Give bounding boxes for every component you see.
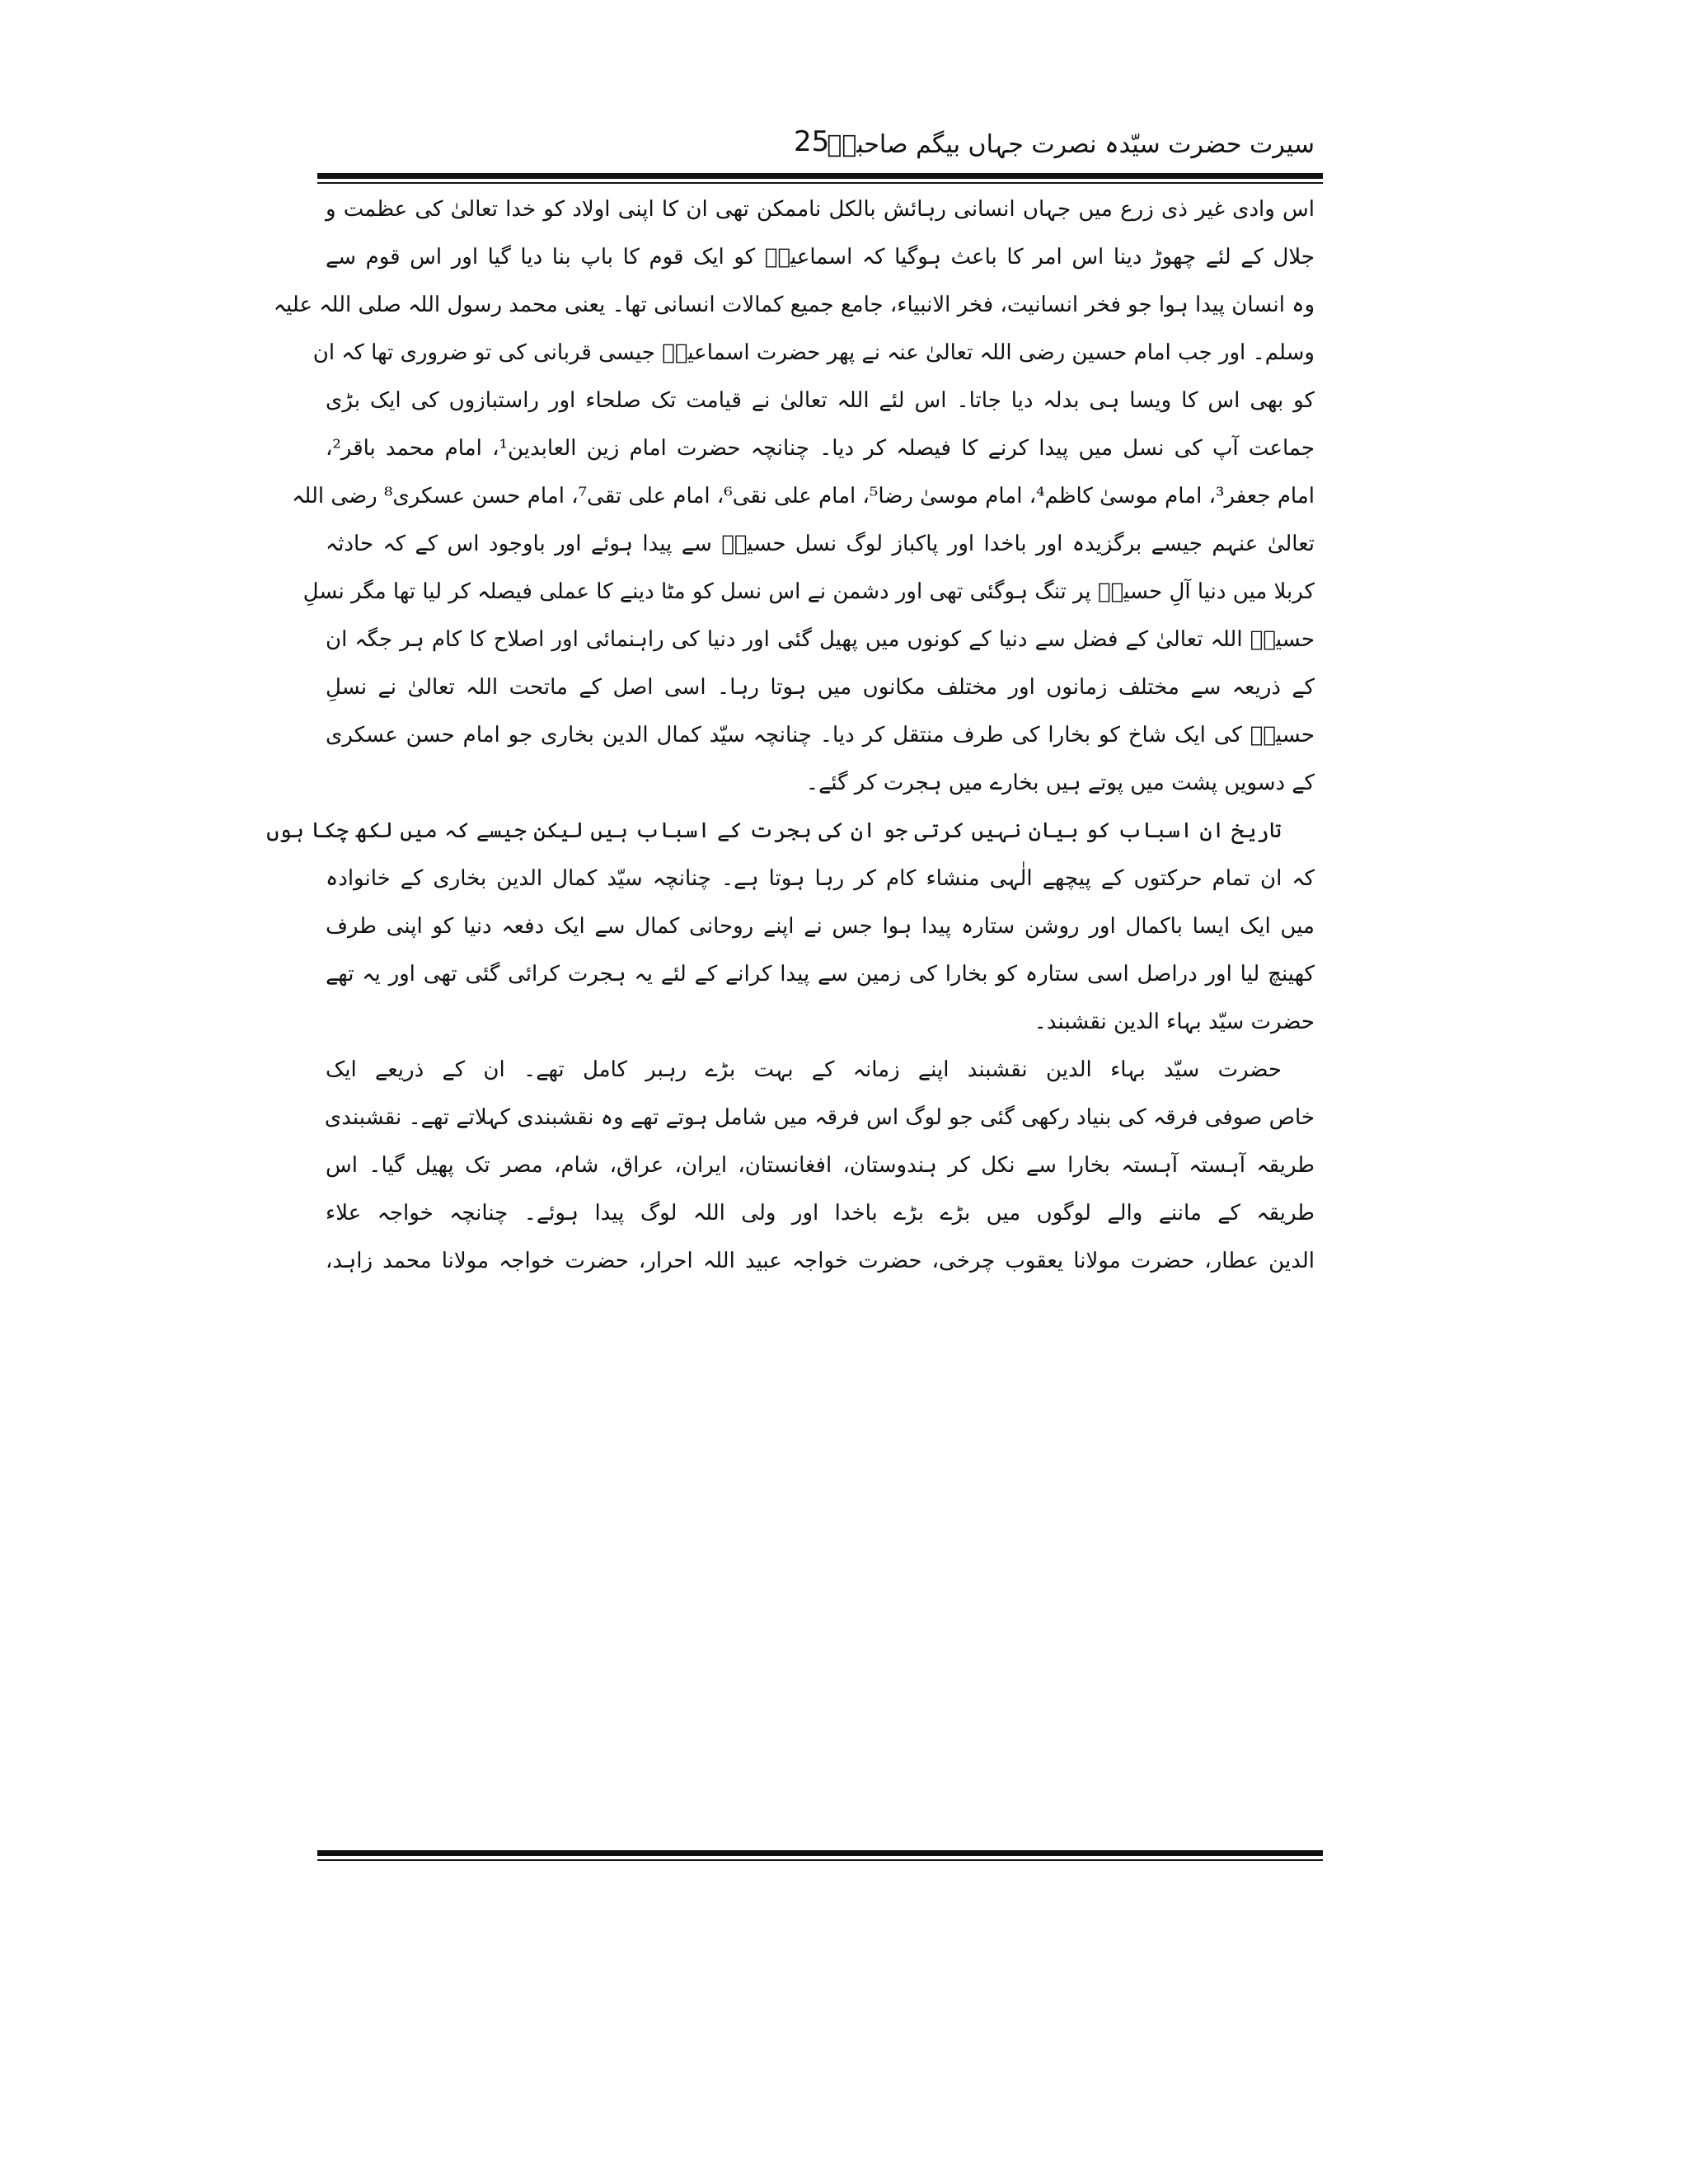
text-line: حسینؓ کی ایک شاخ کو بخارا کی طرف منتقل کر دیا۔ چنانچہ سیّد کمال الدین بخاری جو امام حسن عسکری — [326, 723, 1315, 748]
text-line: جلال کے لئے چھوڑ دینا اس امر کا باعث ہوگیا کہ اسماعیلؑ کو ایک قوم کا باپ بنا دیا گیا اور اس قوم سے — [326, 245, 1315, 269]
footer-rule-thick — [317, 1850, 1323, 1856]
text-line: جماعت آپ کی نسل میں پیدا کرنے کا فیصلہ کر دیا۔ چنانچہ حضرت امام زین العابدین¹، امام محمد باقر²، — [326, 436, 1315, 461]
header-rule-thin — [317, 182, 1323, 184]
text-line: اس وادی غیر ذی زرع میں جہاں انسانی رہائش بالکل ناممکن تھی ان کا اپنی اولاد کو خدا تعالیٰ کی عظمت و — [326, 197, 1315, 222]
text-line: تاریخ ان اسباب کو بیان نہیں کرتی جو ان کی ہجرت کے اسباب ہیں لیکن جیسے کہ میں لکھ چکا ہوں — [266, 818, 1282, 843]
header-rule — [317, 173, 1323, 184]
footer-rule-thin — [317, 1859, 1323, 1861]
text-line: میں ایک ایسا باکمال اور روشن ستارہ پیدا ہوا جس نے اپنے روحانی کمال سے ایک دفعہ دنیا کو اپنی طرف — [326, 914, 1315, 939]
text-line: کہ ان تمام حرکتوں کے پیچھے الٰہی منشاء کام کر رہا ہوتا ہے۔ چنانچہ سیّد کمال الدین بخاری کے خانوادہ — [326, 866, 1315, 891]
body-text — [266, 196, 1315, 1296]
text-line: وہ انسان پیدا ہوا جو فخر انسانیت، فخر الانبیاء، جامع جمیع کمالات انسانی تھا۔ یعنی محمد رسول اللہ صلی اللہ علیہ — [273, 293, 1315, 317]
page-header — [317, 124, 1323, 173]
text-line: وسلم۔ اور جب امام حسین رضی اللہ تعالیٰ عنہ نے پھر حضرت اسماعیلؑ جیسی قربانی کی تو ضروری تھا کہ ان — [312, 340, 1315, 365]
text-line: حضرت سیّد بہاء الدین نقشبند اپنے زمانہ کے بہت بڑے رہبر کامل تھے۔ ان کے ذریعے ایک — [326, 1057, 1282, 1082]
text-line: کھینچ لیا اور دراصل اسی ستارہ کو بخارا کی زمین سے پیدا کرانے کے لئے یہ ہجرت کرائی گئی تھی اور یہ تھے — [326, 962, 1315, 987]
text-line: خاص صوفی فرقہ کی بنیاد رکھی گئی جو لوگ اس فرقہ میں شامل ہوتے تھے وہ نقشبندی کہلاتے تھے۔ نقشبندی — [324, 1105, 1315, 1130]
text-line: کے دسویں پشت میں پوتے ہیں بخارے میں ہجرت کر گئے۔ — [805, 771, 1315, 795]
text-line: کو بھی اس کا ویسا ہی بدلہ دیا جاتا۔ اس لئے اللہ تعالیٰ نے قیامت تک صلحاء اور راستبازوں کی ایک بڑی — [326, 388, 1315, 413]
text-line: امام جعفر³، امام موسیٰ کاظم⁴، امام موسیٰ رضا⁵، امام علی نقی⁶، امام علی تقی⁷، امام حسن عسکری⁸ رضی اللہ — [292, 484, 1315, 509]
text-line: کربلا میں دنیا آلِ حسینؓ پر تنگ ہوگئی تھی اور دشمن نے اس نسل کو مٹا دینے کا عملی فیصلہ کر لیا تھا مگر نسلِ — [302, 579, 1315, 604]
text-line: حسینؓ اللہ تعالیٰ کے فضل سے دنیا کے کونوں میں پھیل گئی اور دنیا کی راہنمائی اور اصلاح کا کام ہر جگہ ان — [326, 627, 1315, 652]
book-title: سیرت حضرت سیّدہ نصرت جہاں بیگم صاحبہؓ — [827, 130, 1315, 159]
header-rule-thick — [317, 173, 1323, 179]
footer-rule — [317, 1850, 1323, 1861]
text-line: حضرت سیّد بہاء الدین نقشبند۔ — [1034, 1010, 1315, 1034]
text-line: تعالیٰ عنہم جیسے برگزیدہ اور باخدا اور پاکباز لوگ نسل حسینؓ سے پیدا ہوئے اور باوجود اس کے کہ حادثہ — [326, 532, 1315, 556]
text-line: کے ذریعہ سے مختلف زمانوں اور مختلف مکانوں میں ہوتا رہا۔ اسی اصل کے ماتحت اللہ تعالیٰ نے نسلِ — [326, 675, 1315, 700]
text-line: الدین عطار، حضرت مولانا یعقوب چرخی، حضرت خواجہ عبید اللہ احرار، حضرت خواجہ مولانا محمد زاہد، — [326, 1249, 1315, 1273]
text-line: طریقہ آہستہ آہستہ بخارا سے نکل کر ہندوستان، افغانستان، ایران، عراق، شام، مصر تک پھیل گیا۔ اس — [326, 1153, 1315, 1178]
page-number: 25 — [794, 125, 830, 158]
text-line: طریقہ کے ماننے والے لوگوں میں بڑے بڑے باخدا اور ولی اللہ لوگ پیدا ہوئے۔ چنانچہ خواجہ علاء — [326, 1201, 1315, 1226]
